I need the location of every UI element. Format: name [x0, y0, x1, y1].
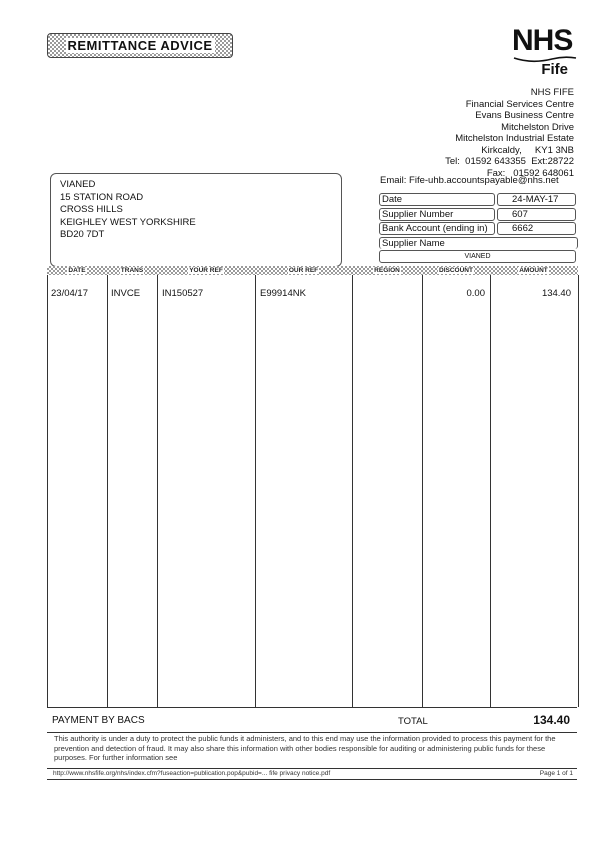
sender-line: Fax: 01592 648061: [486, 167, 574, 179]
bank-account-value: 6662: [497, 222, 576, 235]
row-amount: 134.40: [541, 288, 571, 299]
recipient-line: BD20 7DT: [60, 229, 105, 240]
total-value: 134.40: [533, 713, 570, 727]
column-divider: [255, 275, 256, 707]
supplier-name-label: Supplier Name: [379, 237, 578, 249]
bank-account-label: Bank Account (ending in): [379, 222, 495, 235]
header-amount: AMOUNT: [519, 267, 548, 274]
header-your-ref: YOUR REF: [189, 267, 223, 274]
header-trans: TRANS: [120, 267, 144, 274]
supplier-number-label: Supplier Number: [379, 208, 495, 221]
date-value: 24-MAY-17: [497, 193, 576, 206]
recipient-line: CROSS HILLS: [60, 204, 123, 215]
remittance-table: [47, 275, 579, 707]
date-label: Date: [379, 193, 495, 206]
sender-line: Mitchelston Industrial Estate: [455, 133, 574, 144]
recipient-line: KEIGHLEY WEST YORKSHIRE: [60, 216, 196, 228]
header-region: REGION: [374, 267, 400, 274]
payment-method: PAYMENT BY BACS: [52, 715, 145, 726]
remittance-advice-title: [47, 33, 233, 58]
page-number: Page 1 of 1: [539, 770, 573, 777]
sender-line: Kirkcaldy, KY1 3NB: [481, 144, 574, 156]
sender-address: [445, 87, 574, 179]
recipient-line: VIANED: [60, 179, 96, 190]
column-divider: [352, 275, 353, 707]
nhs-logo-subtext: Fife: [541, 61, 568, 78]
title-text: REMITTANCE ADVICE: [67, 38, 213, 53]
supplier-name-value: VIANED: [379, 250, 576, 263]
privacy-url: http://www.nhsfife.org/nhs/index.cfm?fuseaction=publication.pop&pubid=... fife privacy notice.pdf: [53, 770, 331, 777]
sender-email: Email: Fife-uhb.accountspayable@nhs.net: [380, 175, 559, 186]
column-divider: [107, 275, 108, 707]
sender-line: Mitchelston Drive: [501, 121, 574, 133]
row-our-ref: E99914NK: [260, 288, 306, 299]
row-your-ref: IN150527: [162, 288, 204, 299]
privacy-url-bar: [47, 768, 577, 780]
row-trans: INVCE: [111, 288, 141, 299]
column-divider: [422, 275, 423, 707]
sender-line: Tel: 01592 643355 Ext:28722: [445, 156, 574, 167]
header-date: DATE: [68, 267, 86, 274]
sender-line: Evans Business Centre: [475, 110, 574, 121]
recipient-line: 15 STATION ROAD: [60, 191, 144, 203]
privacy-notice: This authority is under a duty to protect the public funds it administers, and to this end may use the information provided to process this payment for the prevention and detection of fraud. It may also share this information with other bodies responsible for auditing or administering public funds for these purposes. For further information see: [54, 734, 556, 762]
column-divider: [490, 275, 491, 707]
nhs-fife-logo: [512, 26, 578, 78]
sender-line: Financial Services Centre: [465, 98, 574, 110]
supplier-number-value: 607: [497, 208, 576, 221]
sender-line: NHS FIFE: [530, 87, 574, 98]
total-label: TOTAL: [398, 716, 428, 727]
header-discount: DISCOUNT: [439, 267, 473, 274]
row-discount: 0.00: [466, 288, 485, 299]
recipient-address-box: [50, 173, 342, 267]
column-divider: [157, 275, 158, 707]
header-our-ref: OUR REF: [288, 267, 319, 274]
row-date: 23/04/17: [51, 288, 88, 299]
nhs-logo-text: NHS: [512, 24, 573, 57]
